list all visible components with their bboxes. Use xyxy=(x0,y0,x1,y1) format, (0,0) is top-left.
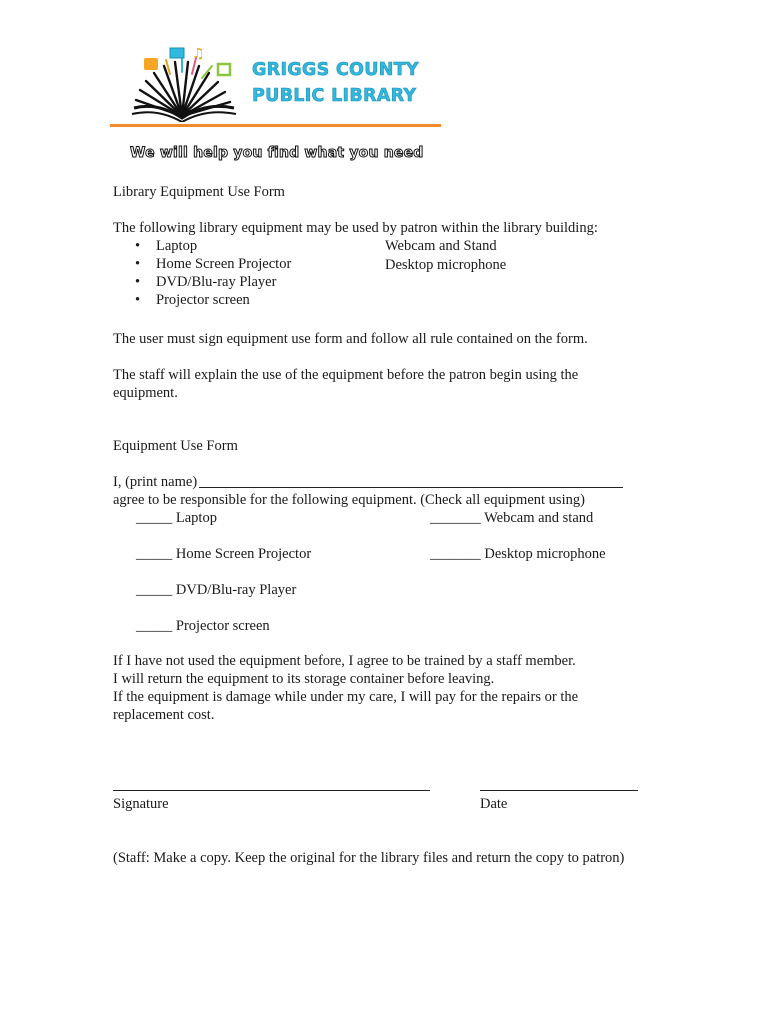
signature-label: Signature xyxy=(113,796,169,812)
equipment-right-1: Webcam and Stand xyxy=(385,238,497,254)
print-name-field[interactable] xyxy=(199,486,623,488)
sign-rule-text: The user must sign equipment use form and follow all rule contained on the form. xyxy=(113,331,588,347)
staff-explain-line2: equipment. xyxy=(113,385,178,401)
equipment-right-2: Desktop microphone xyxy=(385,257,507,273)
header-divider xyxy=(110,124,441,127)
agree-text: agree to be responsible for the following equipment. (Check all equipment using) xyxy=(113,492,585,508)
date-label: Date xyxy=(480,796,508,812)
library-logo xyxy=(130,44,440,124)
signature-field[interactable] xyxy=(113,790,430,791)
terms-line: If the equipment is damage while under my care, I will pay for the repairs or the xyxy=(113,689,579,705)
svg-text:♫: ♫ xyxy=(192,46,205,62)
list-item: • Laptop xyxy=(132,237,291,255)
check-dvd[interactable]: _____ DVD/Blu-ray Player xyxy=(136,582,297,598)
staff-note: (Staff: Make a copy. Keep the original for the library files and return the copy to patron) xyxy=(113,850,625,866)
staff-explain-line1: The staff will explain the use of the equipment before the patron begin using the xyxy=(113,367,579,383)
terms-line: If I have not used the equipment before, I agree to be trained by a staff member. xyxy=(113,653,576,669)
date-field[interactable] xyxy=(480,790,638,791)
library-name-line2: PUBLIC LIBRARY xyxy=(252,86,417,106)
check-laptop[interactable]: _____ Laptop xyxy=(136,510,217,526)
terms-line: replacement cost. xyxy=(113,707,215,723)
terms-line: I will return the equipment to its storage container before leaving. xyxy=(113,671,495,687)
section-title: Equipment Use Form xyxy=(113,438,238,454)
check-screen[interactable]: _____ Projector screen xyxy=(136,618,270,634)
check-webcam[interactable]: _______ Webcam and stand xyxy=(430,510,594,526)
open-book-icon xyxy=(130,44,240,122)
tagline: We will help you find what you need xyxy=(130,145,424,161)
intro-text: The following library equipment may be used by patron within the library building: xyxy=(113,220,598,236)
check-projector[interactable]: _____ Home Screen Projector xyxy=(136,546,312,562)
check-microphone[interactable]: _______ Desktop microphone xyxy=(430,546,606,562)
list-item: • Projector screen xyxy=(132,291,291,309)
list-item: • Home Screen Projector xyxy=(132,255,291,273)
form-title: Library Equipment Use Form xyxy=(113,184,285,200)
equipment-list-left xyxy=(132,237,291,309)
library-name-line1: GRIGGS COUNTY xyxy=(252,60,419,80)
print-name-label: I, (print name) xyxy=(113,474,198,490)
list-item: • DVD/Blu-ray Player xyxy=(132,273,291,291)
